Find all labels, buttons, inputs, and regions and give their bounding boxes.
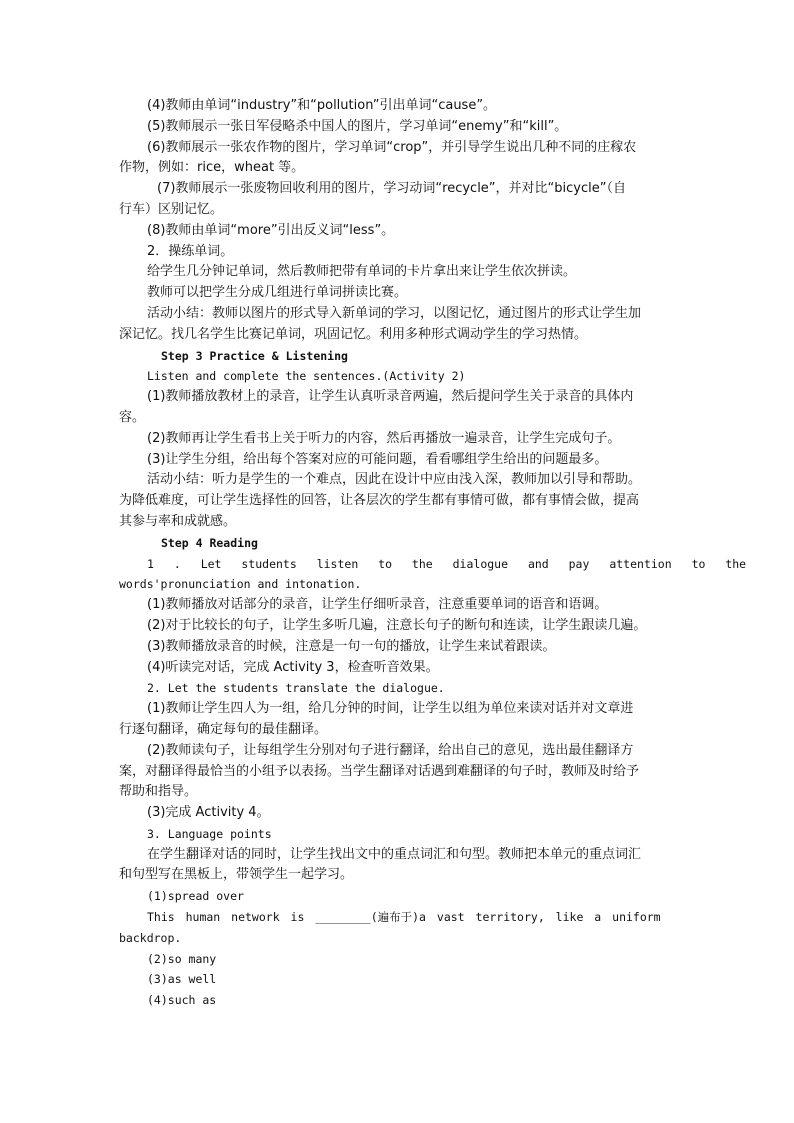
text-line: words'pronunciation and intonation. bbox=[119, 577, 362, 592]
text-line: (8)教师由单词“more”引出反义词“less”。 bbox=[147, 222, 395, 238]
text-line: Listen and complete the sentences.(Activity 2) bbox=[147, 369, 466, 384]
text-line: (5)教师展示一张日军侵略杀中国人的图片，学习单词“enemy”和“kill”。 bbox=[147, 118, 568, 134]
text-line: 3. Language points bbox=[147, 826, 272, 841]
text-line: (3)教师播放录音的时候，注意是一句一句的播放，让学生来试着跟读。 bbox=[147, 638, 556, 654]
text-line: 2. Let the students translate the dialogue. bbox=[147, 681, 445, 696]
section-heading: Step 4 Reading bbox=[161, 535, 258, 550]
text-line: 活动小结：教师以图片的形式导入新单词的学习，以图记忆，通过图片的形式让学生加 bbox=[147, 305, 642, 321]
text-line: (7)教师展示一张废物回收利用的图片，学习动词“recycle”，并对比“bicycle”（自 bbox=[157, 181, 626, 197]
document-body bbox=[119, 96, 747, 1011]
text-line: (1)教师播放教材上的录音，让学生认真听录音两遍，然后提问学生关于录音的具体内 bbox=[147, 389, 634, 405]
text-line: 2．操练单词。 bbox=[147, 243, 234, 259]
text-line: (3)让学生分组，给出每个答案对应的可能问题，看看哪组学生给出的问题最多。 bbox=[147, 451, 608, 467]
text-line: (2)对于比较长的句子，让学生多听几遍，注意长句子的断句和连读，让学生跟读几遍。 bbox=[147, 617, 647, 633]
text-line: 行逐句翻译，确定每句的最佳翻译。 bbox=[119, 721, 328, 737]
text-line: (3)as well bbox=[147, 972, 217, 987]
text-line: 教师可以把学生分成几组进行单词拼读比赛。 bbox=[147, 285, 408, 301]
text-line: 行车）区别记忆。 bbox=[119, 201, 224, 217]
text-line: (4)such as bbox=[147, 993, 217, 1008]
text-line: 作物，例如：rice，wheat 等。 bbox=[119, 160, 305, 176]
text-line: 给学生几分钟记单词，然后教师把带有单词的卡片拿出来让学生依次拼读。 bbox=[147, 264, 577, 280]
text-line: 1 . Let students listen to the dialogue and pay attention to the bbox=[147, 556, 747, 571]
text-line: (1)教师播放对话部分的录音，让学生仔细听录音，注意重要单词的语音和语调。 bbox=[147, 597, 608, 613]
text-line: 案，对翻译得最恰当的小组予以表扬。当学生翻译对话遇到难翻译的句子时，教师及时给予 bbox=[119, 763, 640, 779]
text-line: (1)spread over bbox=[147, 889, 244, 904]
text-line: (2)教师读句子，让每组学生分别对句子进行翻译，给出自己的意见，选出最佳翻译方 bbox=[147, 742, 634, 758]
text-line: (3)完成 Activity 4。 bbox=[147, 805, 270, 821]
text-line: 在学生翻译对话的同时，让学生找出文中的重点词汇和句型。教师把本单元的重点词汇 bbox=[147, 846, 642, 862]
text-line: 为降低难度，可让学生选择性的回答，让各层次的学生都有事情可做，都有事情会做，提高 bbox=[119, 493, 640, 509]
text-line: (4)听读完对话，完成 Activity 3，检查听音效果。 bbox=[147, 659, 439, 675]
text-line: 帮助和指导。 bbox=[119, 784, 198, 800]
text-line: 其参与率和成就感。 bbox=[119, 513, 237, 529]
text-line: (2)so many bbox=[147, 951, 217, 966]
text-line: 容。 bbox=[119, 409, 146, 425]
text-line: backdrop. bbox=[119, 930, 182, 945]
text-line: 活动小结：听力是学生的一个难点，因此在设计中应由浅入深，教师加以引导和帮助。 bbox=[147, 472, 642, 488]
text-line: (6)教师展示一张农作物的图片，学习单词“crop”，并引导学生说出几种不同的庄稼农 bbox=[147, 139, 637, 155]
text-line: (2)教师再让学生看书上关于听力的内容，然后再播放一遍录音，让学生完成句子。 bbox=[147, 430, 621, 446]
text-line: This human network is ________(遍布于)a vast territory, like a uniform bbox=[147, 910, 661, 925]
text-line: (4)教师由单词“industry”和“pollution”引出单词“cause”。 bbox=[147, 98, 497, 113]
text-line: 和句型写在黑板上，带领学生一起学习。 bbox=[119, 867, 354, 883]
section-heading: Step 3 Practice & Listening bbox=[161, 348, 348, 363]
text-line: (1)教师让学生四人为一组，给几分钟的时间，让学生以组为单位来读对话并对文章进 bbox=[147, 701, 634, 717]
text-line: 深记忆。找几名学生比赛记单词，巩固记忆。利用多种形式调动学生的学习热情。 bbox=[119, 326, 588, 342]
